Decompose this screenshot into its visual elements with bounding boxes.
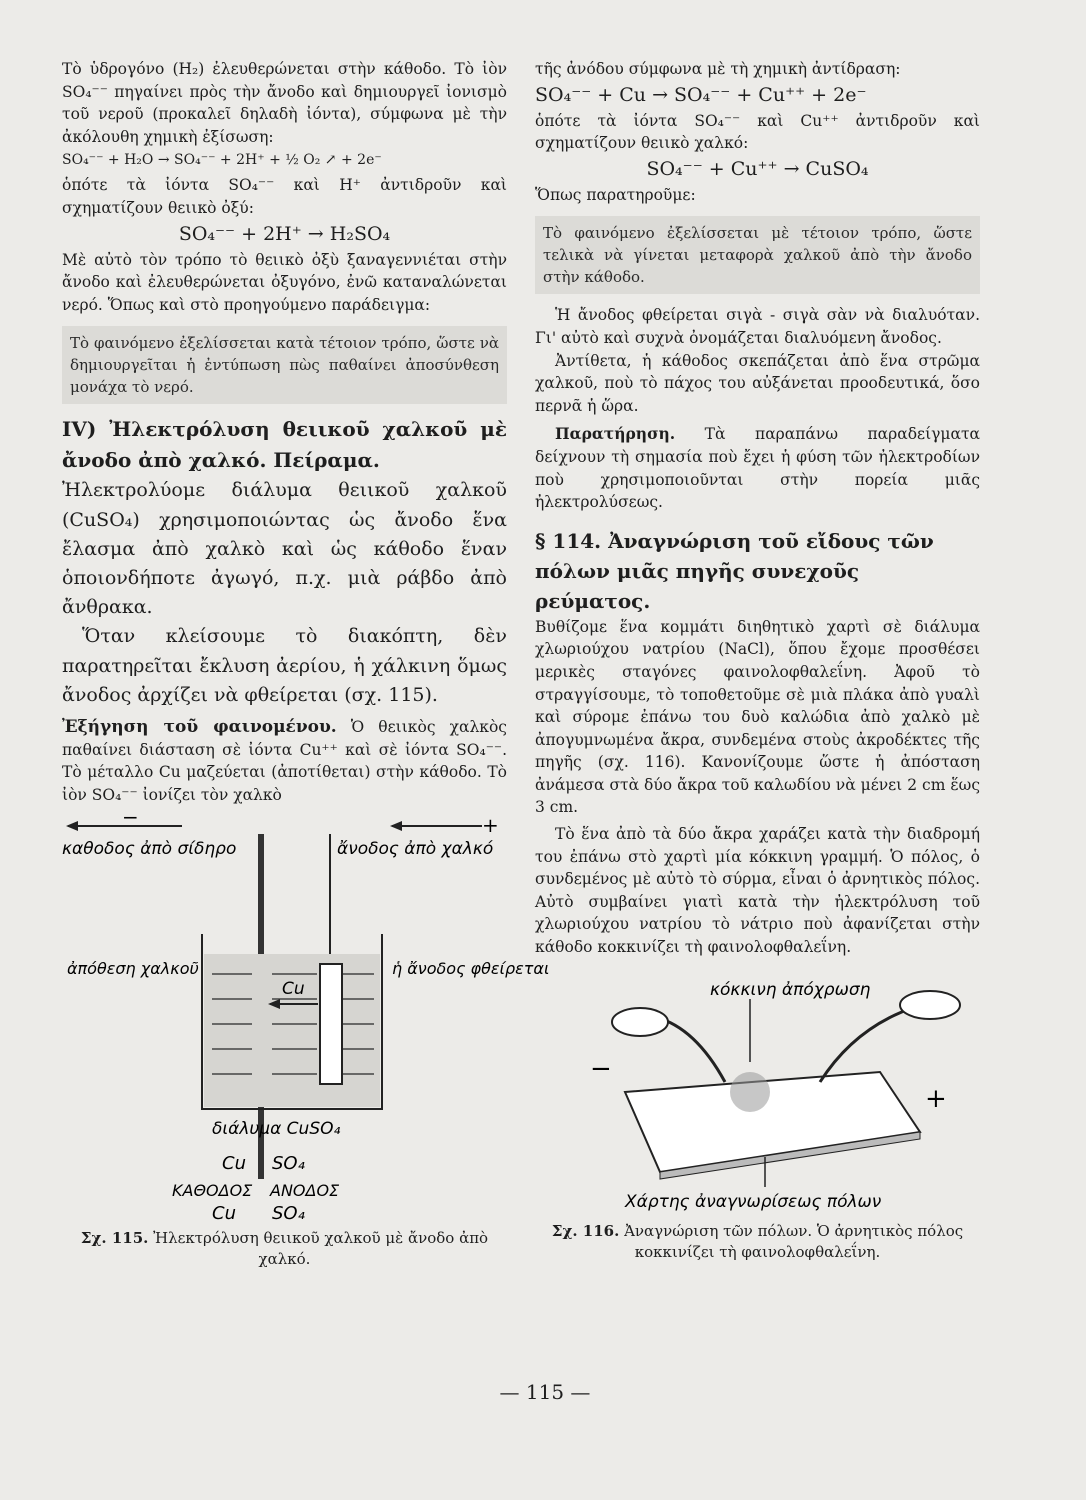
paragraph: Ἡ ἄνοδος φθείρεται σιγὰ - σιγὰ σὰν νὰ διαλυόταν. Γι' αὐτὸ καὶ συχνὰ ὀνομάζεται διαλυόμενη ἄνοδος. (535, 306, 980, 347)
figure-caption (62, 1228, 507, 1270)
paragraph-text: Τὰ παραπάνω παραδείγματα δείχνουν τὴ σημασία ποὺ ἔχει ἡ φύση τῶν ἠλεκτροδίων ποὺ χρησιμοποιοῦνται στὴν πορεία μιᾶς ἠλεκτρολύσεως. (535, 425, 980, 512)
paragraph: ὁπότε τὰ ἰόντα SO₄⁻⁻ καὶ H⁺ ἀντιδροῦν καὶ σχηματίζουν θειικὸ ὀξύ: (62, 176, 507, 217)
minus-sign: − (590, 1053, 612, 1084)
solution-label: διάλυμα CuSO₄ (212, 1119, 341, 1140)
arrow-left-icon (66, 821, 78, 831)
paragraph: Τὸ ἕνα ἀπὸ τὰ δύο ἄκρα χαράζει κατὰ τὴν διαδρομή του ἐπάνω στὸ χαρτὶ μία κόκκινη γραμμή. Ὁ πόλος, ὁ συνδεμένος μὲ αὐτὸ τὸ σύρμα, εἶναι ὁ ἀρνητικὸς πόλος. Αὐτὸ συμβαίνει γιατὶ κατὰ τὴν ἠλεκτρόλυση τοῦ χλωριούχου νατρίου τὸ νάτριο ποὺ ἀφανίζεται στὴν κάθοδο κοκκινίζει τὴ φαινολοφθαλεΐνη. (535, 825, 980, 957)
paragraph-text: Ὁ θειικὸς χαλκὸς παθαίνει διάσταση σὲ ἰόντα Cu⁺⁺ καὶ σὲ ἰόντα SO₄⁻⁻. Τὸ μέταλλο Cu μαζεύεται (ἀποτίθεται) στὴν κάθοδο. Τὸ ἰὸν SO₄⁻⁻ ἰονίζει τὸν χαλκὸ (62, 717, 507, 804)
section-heading: § 114. Ἀναγνώριση τοῦ εἴδους τῶν πόλων μιᾶς πηγῆς συνεχοῦς ρεύματος. (535, 528, 934, 613)
anode-label: ἄνοδος ἀπὸ χαλκό (337, 839, 494, 860)
bold-lead: Παρατήρηση. (555, 424, 676, 444)
caption-label: Σχ. 116. (551, 1221, 620, 1240)
hand-left-icon (612, 1008, 668, 1036)
right-column (535, 58, 980, 1263)
highlight-box: Τὸ φαινόμενο ἐξελίσσεται κατὰ τέτοιον τρόπο, ὥστε νὰ δημιουργεῖται ἡ ἐντύπωση πὼς παθαίνει ἀποσύνθεση μονάχα τὸ νερό. (62, 326, 507, 404)
left-column (62, 58, 550, 1270)
paragraph: Ἀντίθετα, ἡ κάθοδος σκεπάζεται ἀπὸ ἕνα στρῶμα χαλκοῦ, ποὺ τὸ πάχος του αὐξάνεται προοδευτικά, ὅσο περνᾶ ἡ ὥρα. (535, 351, 980, 415)
deposit-label: ἀπόθεση χαλκοῦ (67, 959, 199, 979)
paragraph: Τὸ ὑδρογόνο (H₂) ἐλευθερώνεται στὴν κάθοδο. Τὸ ἰὸν SO₄⁻⁻ πηγαίνει πρὸς τὴν ἄνοδο καὶ δημιουργεῖ ἰονισμὸ τοῦ νεροῦ (προκαλεῖ δηλαδὴ ἰόντα), σύμφωνα μὲ τὴν ἀκόλουθη χημικὴ ἐξίσωση: (62, 60, 507, 146)
figure-caption (535, 1221, 980, 1263)
arrow-left-icon (390, 821, 402, 831)
paragraph: Ἠλεκτρολύομε διάλυμα θειικοῦ χαλκοῦ (CuSO₄) χρησιμοποιώντας ὡς ἄνοδο ἕνα ἔλασμα ἀπὸ χαλκὸ καὶ ὡς κάθοδο ἕναν ὁποιονδήποτε ἀγωγό, π.χ. μιὰ ράβδο ἀπὸ ἄνθρακα. (62, 479, 507, 619)
chemical-equation: SO₄⁻⁻ + Cu⁺⁺ → CuSO₄ (646, 157, 869, 180)
electrolysis-diagram (62, 805, 550, 1225)
pole-test-diagram (535, 967, 980, 1217)
caption-label: Σχ. 115. (80, 1229, 149, 1248)
chemical-equation: SO₄⁻⁻ + 2H⁺ → H₂SO₄ (178, 222, 391, 245)
paper-label: Χάρτης ἀναγνωρίσεως πόλων (625, 1191, 882, 1212)
plus-sign: + (925, 1083, 947, 1114)
paragraph: Ὅταν κλείσουμε τὸ διακόπτη, δὲν παρατηρεῖται ἔκλυση ἀερίου, ἡ χάλκινη ὅμως ἄνοδος ἀρχίζει νὰ φθείρεται (σχ. 115). (62, 625, 507, 706)
paragraph: Βυθίζομε ἕνα κομμάτι διηθητικὸ χαρτὶ σὲ διάλυμα χλωριούχου νατρίου (NaCl), ὅπου ἔχομε προσθέσει μερικὲς σταγόνες φαινολοφθαλεΐνη. Ἀφοῦ τὸ στραγγίσουμε, τὸ τοποθετοῦμε σὲ μιὰ πλάκα ἀπὸ γυαλὶ καὶ σύρομε ἐπάνω του δυὸ καλώδια ἀπὸ χαλκὸ μὲ ἀπογυμνωμένα ἄκρα, συνδεμένα στοὺς ἀκροδέκτες τῆς πηγῆς (σχ. 116). Κανονίζουμε ὥστε ἡ ἀπόσταση ἀνάμεσα στὰ δύο ἄκρα τοῦ καλωδίου νὰ μένει 2 cm ἕως 3 cm. (535, 617, 980, 817)
solution (204, 954, 380, 1107)
ion-so4: SO₄ (272, 1153, 305, 1175)
hand-right-icon (900, 991, 960, 1019)
chemical-equation: SO₄⁻⁻ + Cu → SO₄⁻⁻ + Cu⁺⁺ + 2e⁻ (535, 83, 867, 106)
paragraph (62, 716, 507, 806)
figure-115 (62, 805, 550, 1270)
figure-116 (535, 967, 980, 1263)
cathode-label: καθοδος ἀπὸ σίδηρο (62, 839, 237, 860)
paragraph (535, 423, 980, 513)
chemical-equation: SO₄⁻⁻ + H₂O → SO₄⁻⁻ + 2H⁺ + ½ O₂ ↗ + 2e⁻ (62, 152, 382, 169)
bold-lead: Ἐξήγηση τοῦ φαινομένου. (62, 716, 337, 737)
minus-sign: − (122, 805, 139, 830)
wire-positive (820, 1007, 915, 1082)
highlight-box: Τὸ φαινόμενο ἐξελίσσεται μὲ τέτοιον τρόπο, ὥστε τελικὰ νὰ γίνεται μεταφορὰ χαλκοῦ ἀπὸ τὴν ἄνοδο στὴν κάθοδο. (535, 216, 980, 294)
paragraph: τῆς ἀνόδου σύμφωνα μὲ τὴ χημικὴ ἀντίδραση: (535, 60, 901, 78)
ion-cu: Cu (222, 1153, 246, 1175)
page-number: — 115 — (499, 1380, 591, 1404)
copper-anode-plate (320, 964, 342, 1084)
anode-wears-label: ἡ ἄνοδος φθείρεται (392, 959, 550, 979)
ion-so4-2: SO₄ (272, 1203, 305, 1225)
paragraph: ὁπότε τὰ ἰόντα SO₄⁻⁻ καὶ Cu⁺⁺ ἀντιδροῦν καὶ σχηματίζουν θειικὸ χαλκό: (535, 111, 980, 153)
caption-text: Ἀναγνώριση τῶν πόλων. Ὁ ἀρνητικὸς πόλος κοκκινίζει τὴ φαινολοφθαλεΐνη. (619, 1221, 964, 1261)
ion-cu-2: Cu (212, 1203, 236, 1225)
caption-text: Ἠλεκτρόλυση θειικοῦ χαλκοῦ μὲ ἄνοδο ἀπὸ χαλκό. (148, 1229, 489, 1269)
paragraph: Ὅπως παρατηροῦμε: (535, 185, 696, 204)
red-tint-label: κόκκινη ἀπόχρωση (710, 979, 871, 1000)
plus-sign: + (482, 813, 499, 838)
anode-caps: ΑΝΟΔΟΣ (270, 1181, 340, 1201)
section-heading: IV) Ἠλεκτρόλυση θειικοῦ χαλκοῦ μὲ ἄνοδο ἀπὸ χαλκό. Πείραμα. (62, 417, 507, 473)
cu-ion-label: Cu (282, 979, 305, 1000)
red-tint-spot (730, 1072, 770, 1112)
cathode-caps: ΚΑΘΟΔΟΣ (172, 1181, 253, 1201)
paragraph: Μὲ αὐτὸ τὸν τρόπο τὸ θειικὸ ὀξὺ ξαναγεννιέται στὴν ἄνοδο καὶ ἐλευθερώνεται ὀξυγόνο, ἐνῶ καταναλώνεται νερό. Ὅπως καὶ στὸ προηγούμενο παράδειγμα: (62, 250, 507, 314)
